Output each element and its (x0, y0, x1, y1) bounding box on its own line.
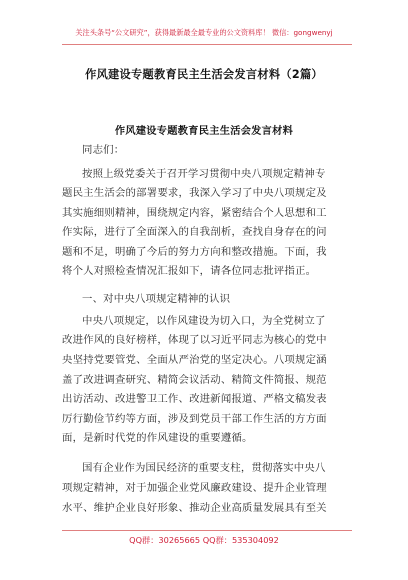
body-line: 改进作风的良好榜样，体现了以习近平同志为核心的党中 (62, 334, 327, 346)
body-line: 题民主生活会的部署要求，我深入学习了中央八项规定及 (62, 187, 327, 199)
body-line: 作实际，进行了全面深入的自我剖析，查找自身存在的问 (62, 226, 327, 238)
body-line: 国有企业作为国民经济的重要支柱，贯彻落实中央八 (82, 462, 326, 474)
body-line: 厉行勤俭节约等方面，涉及到党员干部工作生活的方方面 (62, 413, 327, 425)
body-line: 出访活动、改进警卫工作、改进新闻报道、严格文稿发表 (62, 393, 327, 405)
subheading: 一、对中央八项规定精神的认识 (82, 293, 231, 305)
body-line: 水平、维护企业良好形象、推动企业高质量发展具有至关 (62, 502, 327, 514)
footer-contact: QQ群：30265665 QQ群：535304092 (129, 535, 279, 545)
footer-divider (62, 530, 352, 531)
body-line: 项规定精神，对于加强企业党风廉政建设、提升企业管理 (62, 482, 327, 494)
section-title: 作风建设专题教育民主生活会发言材料 (114, 126, 294, 137)
body-line: 面，是新时代党的作风建设的重要遵循。 (62, 432, 253, 444)
body-line: 其实施细则精神，围绕规定内容，紧密结合个人思想和工 (62, 207, 327, 219)
salutation: 同志们： (82, 144, 125, 156)
body-line: 题和不足，明确了今后的努力方向和整改措施。下面，我 (62, 246, 327, 258)
body-line: 中央八项规定，以作风建设为切入口，为全党树立了 (82, 315, 326, 327)
body-line: 央坚持党要管党、全面从严治党的坚定决心。八项规定涵 (62, 354, 327, 366)
body-line: 按照上级党委关于召开学习贯彻中央八项规定精神专 (82, 168, 326, 180)
body-line: 将个人对照检查情况汇报如下，请各位同志批评指正。 (62, 265, 317, 277)
header-divider (62, 44, 352, 45)
body-line: 盖了改进调查研究、精简会议活动、精简文件简报、规范 (62, 374, 327, 386)
header-banner: 关注头条号“公文研究”，获得最新最全最专业的公文资料库！ 微信：gongwenyj (75, 28, 333, 37)
document-title: 作风建设专题教育民主生活会发言材料（2篇） (85, 68, 323, 81)
